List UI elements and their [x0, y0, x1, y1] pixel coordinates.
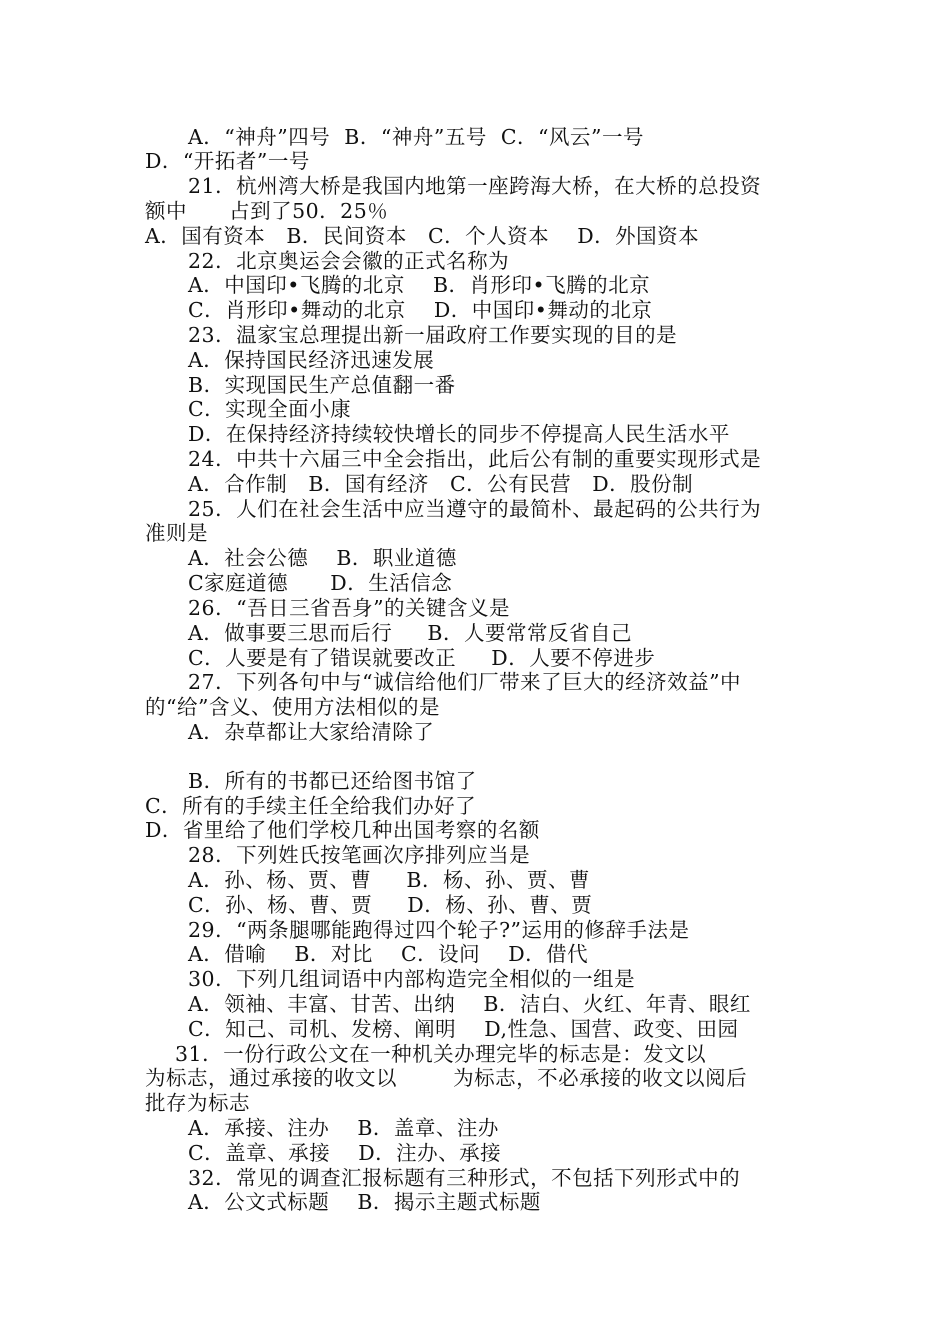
q31-stem: 31．一份行政公文在一种机关办理完毕的标志是：发文以 — [175, 1042, 707, 1066]
q25-stem-cont: 准则是 — [145, 521, 208, 545]
q31-stem-cont: 为标志，通过承接的收文以 为标志，不必承接的收文以阅后 — [145, 1066, 748, 1090]
q28-stem: 28．下列姓氏按笔画次序排列应当是 — [188, 843, 531, 867]
q22-options-cd: C．肖形印•舞动的北京 D．中国印•舞动的北京 — [188, 298, 653, 322]
q27-option-d: D．省里给了他们学校几种出国考察的名额 — [145, 818, 540, 842]
q21-stem: 21．杭州湾大桥是我国内地第一座跨海大桥，在大桥的总投资 — [188, 174, 762, 198]
q26-options-cd: C．人要是有了错误就要改正 D．人要不停进步 — [188, 646, 656, 670]
q24-options: A．合作制 B．国有经济 C．公有民营 D．股份制 — [188, 472, 694, 496]
q27-option-c: C．所有的手续主任全给我们办好了 — [145, 794, 477, 818]
q22-stem: 22．北京奥运会会徽的正式名称为 — [188, 249, 510, 273]
q30-stem: 30．下列几组词语中内部构造完全相似的一组是 — [188, 967, 636, 991]
q25-stem: 25．人们在社会生活中应当遵守的最简朴、最起码的公共行为 — [188, 497, 762, 521]
q21-stem-cont: 额中 占到了50．25％ — [145, 199, 389, 223]
q23-option-c: C．实现全面小康 — [188, 397, 352, 421]
q20-options-abc: A．“神舟”四号 B．“神舟”五号 C．“风云”一号 — [188, 125, 645, 149]
q26-options-ab: A．做事要三思而后行 B．人要常常反省自己 — [188, 621, 632, 645]
q30-options-ab: A．领袖、丰富、甘苦、出纳 B．洁白、火红、年青、眼红 — [188, 992, 751, 1016]
q28-options-cd: C．孙、杨、曹、贾 D．杨、孙、曹、贾 — [188, 893, 593, 917]
q23-stem: 23．温家宝总理提出新一届政府工作要实现的目的是 — [188, 323, 678, 347]
q31-stem-end: 批存为标志 — [145, 1091, 250, 1115]
q26-stem: 26．“吾日三省吾身”的关键含义是 — [188, 596, 511, 620]
q27-option-a: A．杂草都让大家给清除了 — [188, 720, 435, 744]
q22-options-ab: A．中国印•飞腾的北京 B．肖形印•飞腾的北京 — [188, 273, 651, 297]
q24-stem: 24．中共十六届三中全会指出，此后公有制的重要实现形式是 — [188, 447, 762, 471]
q21-options: A．国有资本 B．民间资本 C．个人资本 D．外国资本 — [145, 224, 700, 248]
q29-options: A．借喻 B．对比 C．设问 D．借代 — [188, 942, 589, 966]
q20-option-d: D．“开拓者”一号 — [145, 149, 310, 173]
q23-option-d: D．在保持经济持续较快增长的同步不停提高人民生活水平 — [188, 422, 730, 446]
q27-stem: 27．下列各句中与“诚信给他们厂带来了巨大的经济效益”中 — [188, 670, 742, 694]
q23-option-b: B．实现国民生产总值翻一番 — [188, 373, 456, 397]
q25-options-cd: C家庭道德 D．生活信念 — [188, 571, 453, 595]
q31-options-ab: A．承接、注办 B．盖章、注办 — [188, 1116, 499, 1140]
q31-options-cd: C．盖章、承接 D．注办、承接 — [188, 1141, 502, 1165]
q28-options-ab: A．孙、杨、贾、曹 B．杨、孙、贾、曹 — [188, 868, 590, 892]
q32-options-ab: A．公文式标题 B．揭示主题式标题 — [188, 1190, 541, 1214]
q25-options-ab: A．社会公德 B．职业道德 — [188, 546, 457, 570]
q32-stem: 32．常见的调查汇报标题有三种形式，不包括下列形式中的 — [188, 1166, 741, 1190]
q29-stem: 29．“两条腿哪能跑得过四个轮子?”运用的修辞手法是 — [188, 918, 690, 942]
q27-option-b: B．所有的书都已还给图书馆了 — [188, 769, 477, 793]
q23-option-a: A．保持国民经济迅速发展 — [188, 348, 435, 372]
q27-stem-cont: 的“给”含义、使用方法相似的是 — [145, 695, 440, 719]
q30-options-cd: C．知己、司机、发榜、阐明 D,性急、国营、政变、田园 — [188, 1017, 739, 1041]
